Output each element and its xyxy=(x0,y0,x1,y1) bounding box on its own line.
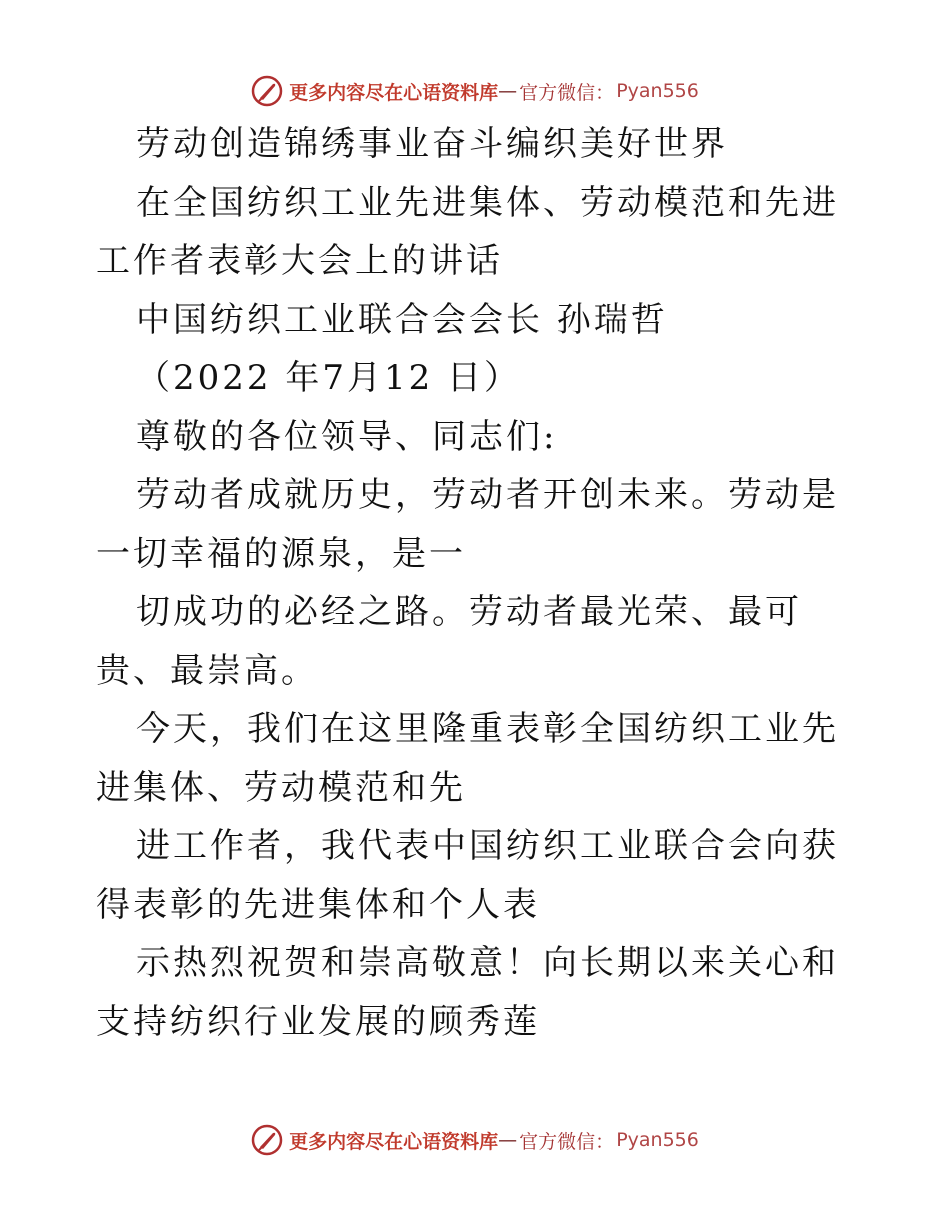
document-paragraph: 劳动者成就历史，劳动者开创未来。劳动是一切幸福的源泉，是一 xyxy=(96,475,839,574)
banner-text: 更多内容尽在心语资料库 xyxy=(289,1130,499,1153)
document-salutation: 尊敬的各位领导、同志们: xyxy=(136,416,558,457)
footer-banner xyxy=(0,1120,950,1160)
document-body xyxy=(96,115,856,1051)
feather-pen-logo-icon xyxy=(251,75,283,107)
document-subtitle: 在全国纺织工业先进集体、劳动模范和先进工作者表彰大会上的讲话 xyxy=(96,182,839,281)
document-paragraph: 示热烈祝贺和崇高敬意！向长期以来关心和支持纺织行业发展的顾秀莲 xyxy=(96,943,839,1042)
document-title: 劳动创造锦绣事业奋斗编织美好世界 xyxy=(136,124,728,164)
header-banner xyxy=(0,71,950,111)
banner-separator: — xyxy=(498,1129,518,1151)
document-date: （2022 年7月12 日） xyxy=(136,358,522,398)
document-author: 中国纺织工业联合会会长 孙瑞哲 xyxy=(136,299,668,340)
feather-pen-logo-icon xyxy=(251,1124,283,1156)
document-paragraph: 今天，我们在这里隆重表彰全国纺织工业先进集体、劳动模范和先 xyxy=(96,709,839,808)
document-paragraph: 进工作者，我代表中国纺织工业联合会向获得表彰的先进集体和个人表 xyxy=(96,826,839,925)
document-paragraph: 切成功的必经之路。劳动者最光荣、最可贵、最崇高。 xyxy=(96,592,802,691)
banner-separator: — xyxy=(498,80,518,102)
banner-wechat-id: Pyan556 xyxy=(616,1129,699,1151)
banner-wechat-label: 官方微信： xyxy=(519,1130,615,1153)
banner-wechat-id: Pyan556 xyxy=(616,80,699,102)
banner-wechat-label: 官方微信： xyxy=(519,81,615,104)
banner-text: 更多内容尽在心语资料库 xyxy=(289,81,499,104)
